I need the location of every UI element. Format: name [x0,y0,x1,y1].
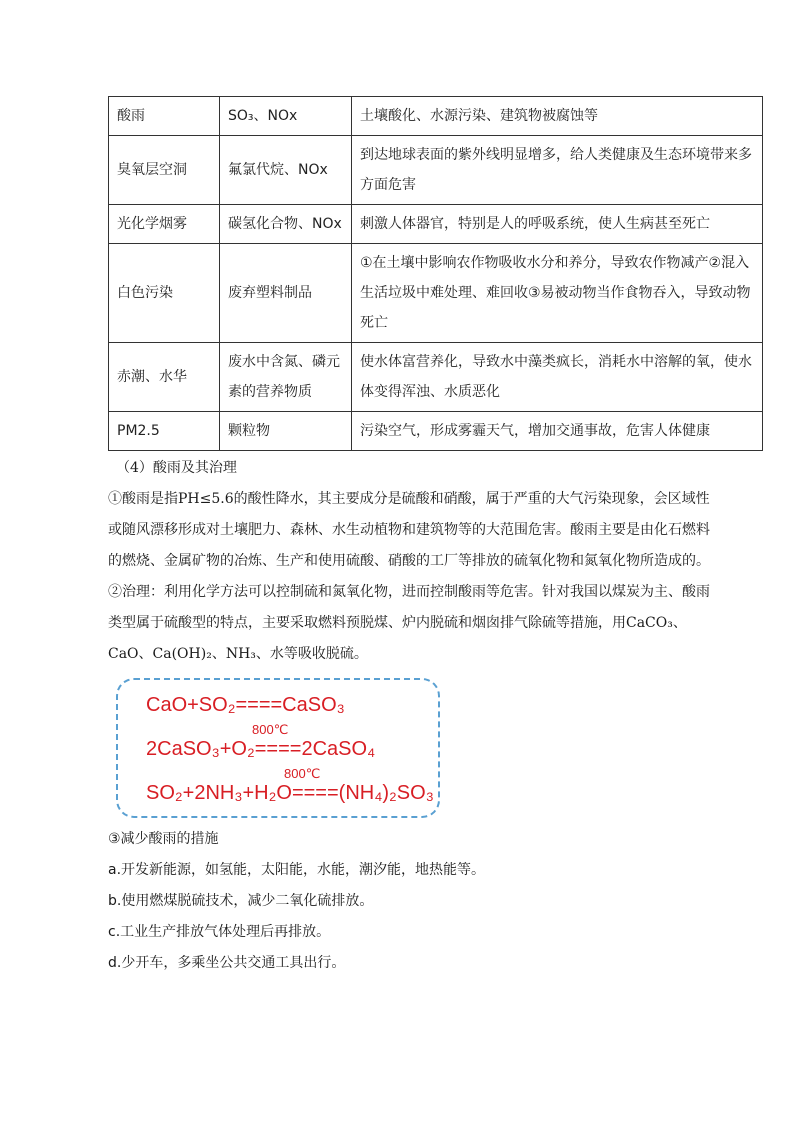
document-page [108,96,752,979]
table-row [109,244,763,343]
equation-2: 2CaSO₃+O₂====2CaSO₄ [146,738,376,760]
section-title: （4）酸雨及其治理 [116,460,237,476]
formula-box [116,678,440,818]
acid-rain-treatment: ②治理：利用化学方法可以控制硫和氮氧化物，进而控制酸雨等危害。针对我国以煤炭为主、酸雨类型属于硫酸型的特点，主要采取燃料预脱煤、炉内脱硫和烟囱排气除硫等措施，用CaCO₃、CaO、Ca(OH)₂、NH₃、水等吸收脱硫。 [108,584,710,662]
table-row [109,412,763,451]
equation-3: SO₂+2NH₃+H₂O====(NH₄)₂SO₃ [146,782,434,804]
measure-item: a.开发新能源，如氢能，太阳能，水能，潮汐能，地热能等。 [108,862,486,878]
pollution-name: 赤潮、水华 [109,343,220,412]
measure-item: c.工业生产排放气体处理后再排放。 [108,924,331,940]
equation-1: CaO+SO₂====CaSO₃ [146,694,345,716]
measure-item: d.少开车，多乘坐公共交通工具出行。 [108,955,346,971]
pollution-harm: 到达地球表面的紫外线明显增多，给人类健康及生态环境带来多方面危害 [352,136,763,205]
pollution-source: 废水中含氮、磷元素的营养物质 [220,343,352,412]
pollution-harm: 土壤酸化、水源污染、建筑物被腐蚀等 [352,97,763,136]
pollution-harm: 污染空气，形成雾霾天气，增加交通事故，危害人体健康 [352,412,763,451]
pollution-name: 白色污染 [109,244,220,343]
condition-1: 800℃ [252,722,289,737]
pollution-source: 氟氯代烷、NOx [220,136,352,205]
measures-title: ③减少酸雨的措施 [108,831,219,847]
pollution-source: 颗粒物 [220,412,352,451]
table-row [109,205,763,244]
pollution-harm: ①在土壤中影响农作物吸收水分和养分，导致农作物减产②混入生活垃圾中难处理、难回收③易被动物当作食物吞入，导致动物死亡 [352,244,763,343]
acid-rain-definition: ①酸雨是指PH≤5.6的酸性降水，其主要成分是硫酸和硝酸，属于严重的大气污染现象，会区域性或随风漂移形成对土壤肥力、森林、水生动植物和建筑物等的大范围危害。酸雨主要是由化石燃料的燃烧、金属矿物的冶炼、生产和使用硫酸、硝酸的工厂等排放的硫氧化物和氮氧化物所造成的。 [108,491,710,569]
pollution-table [108,96,763,451]
pollution-source: 废弃塑料制品 [220,244,352,343]
pollution-source: 碳氢化合物、NOx [220,205,352,244]
pollution-harm: 刺激人体器官，特别是人的呼吸系统，使人生病甚至死亡 [352,205,763,244]
pollution-name: 臭氧层空洞 [109,136,220,205]
table-row [109,97,763,136]
pollution-name: 光化学烟雾 [109,205,220,244]
pollution-name: 酸雨 [109,97,220,136]
pollution-name: PM2.5 [109,412,220,451]
condition-2: 800℃ [284,766,321,781]
table-row [109,136,763,205]
pollution-harm: 使水体富营养化，导致水中藻类疯长，消耗水中溶解的氧，使水体变得浑浊、水质恶化 [352,343,763,412]
table-row [109,343,763,412]
measure-item: b.使用燃煤脱硫技术，减少二氧化硫排放。 [108,893,374,909]
pollution-source: SO₃、NOx [220,97,352,136]
